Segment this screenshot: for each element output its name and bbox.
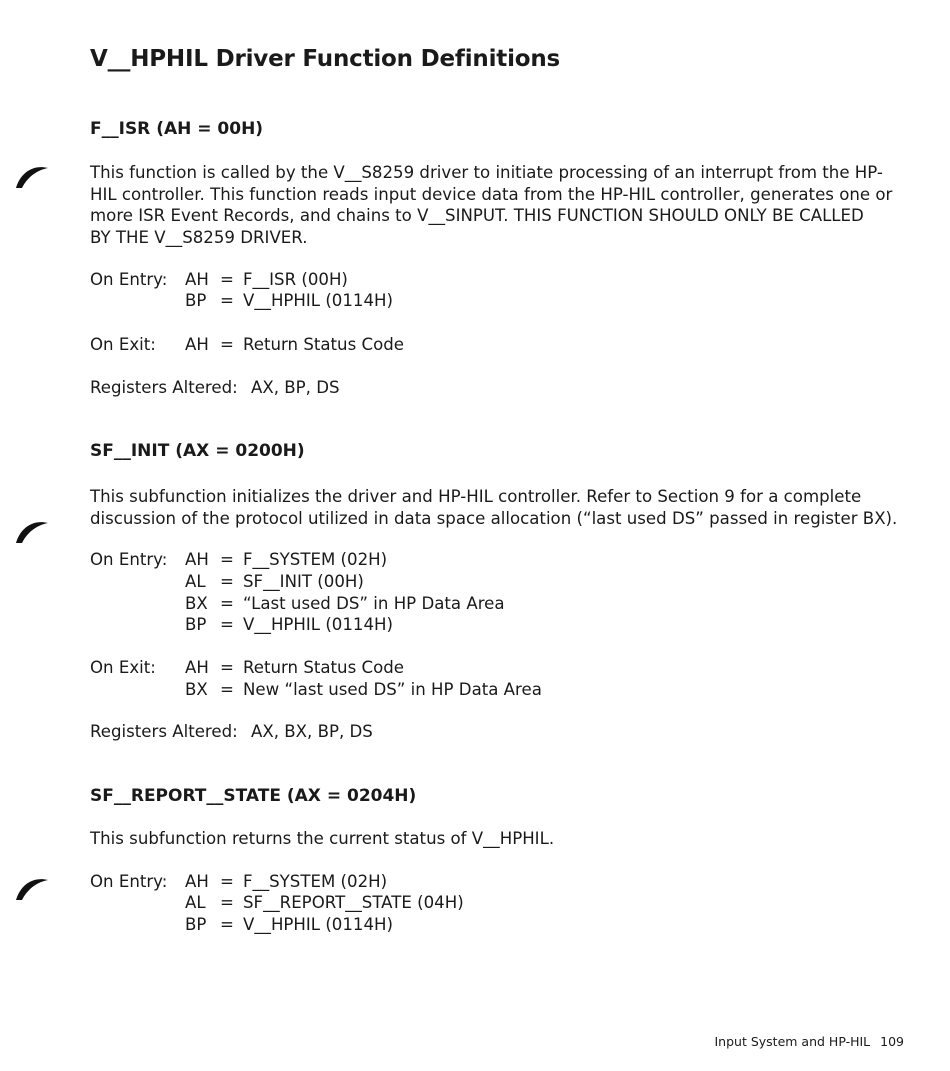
register-name: BX <box>185 594 208 613</box>
registers-altered-value: AX, BX, BP, DS <box>251 722 373 741</box>
register-value: Return Status Code <box>243 658 404 677</box>
register-value: New “last used DS” in HP Data Area <box>243 680 542 699</box>
register-value: “Last used DS” in HP Data Area <box>243 594 505 613</box>
register-name: AL <box>185 572 206 591</box>
on-exit-label: On Exit: <box>90 335 156 354</box>
register-value: V__HPHIL (0114H) <box>243 915 393 934</box>
on-entry-label: On Entry: <box>90 270 168 289</box>
register-name: AH <box>185 550 209 569</box>
section-heading-sf-report-state: SF__REPORT__STATE (AX = 0204H) <box>90 786 417 806</box>
equals-sign: = <box>220 615 234 634</box>
register-name: BP <box>185 615 207 634</box>
description-line: more ISR Event Records, and chains to V__SINPUT. THIS FUNCTION SHOULD ONLY BE CALLED <box>90 206 864 225</box>
register-value: V__HPHIL (0114H) <box>243 291 393 310</box>
register-value: SF__INIT (00H) <box>243 572 364 591</box>
description-line: This function is called by the V__S8259 driver to initiate processing of an interrupt from the HP- <box>90 163 883 182</box>
description-line: This subfunction initializes the driver and HP-HIL controller. Refer to Section 9 for a complete <box>90 487 862 506</box>
register-value: F__SYSTEM (02H) <box>243 550 388 569</box>
binder-tab-mark-icon <box>14 872 50 902</box>
register-value: SF__REPORT__STATE (04H) <box>243 893 464 912</box>
on-entry-label: On Entry: <box>90 550 168 569</box>
equals-sign: = <box>220 872 234 891</box>
equals-sign: = <box>220 550 234 569</box>
section-heading-f-isr: F__ISR (AH = 00H) <box>90 119 264 139</box>
section-description-sf-report-state <box>90 828 890 850</box>
register-name: BP <box>185 915 207 934</box>
equals-sign: = <box>220 594 234 613</box>
register-name: BX <box>185 680 208 699</box>
on-exit-label: On Exit: <box>90 658 156 677</box>
binder-tab-mark-icon <box>14 160 50 190</box>
footer-section-name: Input System and HP-HIL <box>714 1034 871 1049</box>
register-value: F__SYSTEM (02H) <box>243 872 388 891</box>
registers-altered-label: Registers Altered: <box>90 722 238 741</box>
register-name: AH <box>185 270 209 289</box>
equals-sign: = <box>220 335 234 354</box>
section-description-sf-init <box>90 486 898 529</box>
registers-altered-label: Registers Altered: <box>90 378 238 397</box>
description-line: This subfunction returns the current status of V__HPHIL. <box>90 829 555 848</box>
equals-sign: = <box>220 291 234 310</box>
page-footer <box>715 1034 905 1049</box>
description-line: discussion of the protocol utilized in data space allocation (“last used DS” passed in register BX). <box>90 508 898 528</box>
register-name: AL <box>185 893 206 912</box>
page-title: V__HPHIL Driver Function Definitions <box>90 46 561 72</box>
equals-sign: = <box>220 915 234 934</box>
binder-tab-mark-icon <box>14 515 50 545</box>
equals-sign: = <box>220 893 234 912</box>
registers-altered-value: AX, BP, DS <box>251 378 340 397</box>
register-value: Return Status Code <box>243 335 404 354</box>
register-name: AH <box>185 872 209 891</box>
equals-sign: = <box>220 658 234 677</box>
equals-sign: = <box>220 572 234 591</box>
equals-sign: = <box>220 680 234 699</box>
description-line: HIL controller. This function reads input device data from the HP-HIL controller, generates one or <box>90 184 893 204</box>
register-name: AH <box>185 335 209 354</box>
register-name: BP <box>185 291 207 310</box>
register-name: AH <box>185 658 209 677</box>
section-description-f-isr <box>90 162 893 248</box>
section-heading-sf-init: SF__INIT (AX = 0200H) <box>90 441 305 461</box>
equals-sign: = <box>220 270 234 289</box>
register-value: F__ISR (00H) <box>243 270 348 289</box>
page-number: 109 <box>880 1034 904 1049</box>
register-value: V__HPHIL (0114H) <box>243 615 393 634</box>
on-entry-label: On Entry: <box>90 872 168 891</box>
description-line: BY THE V__S8259 DRIVER. <box>90 227 308 247</box>
